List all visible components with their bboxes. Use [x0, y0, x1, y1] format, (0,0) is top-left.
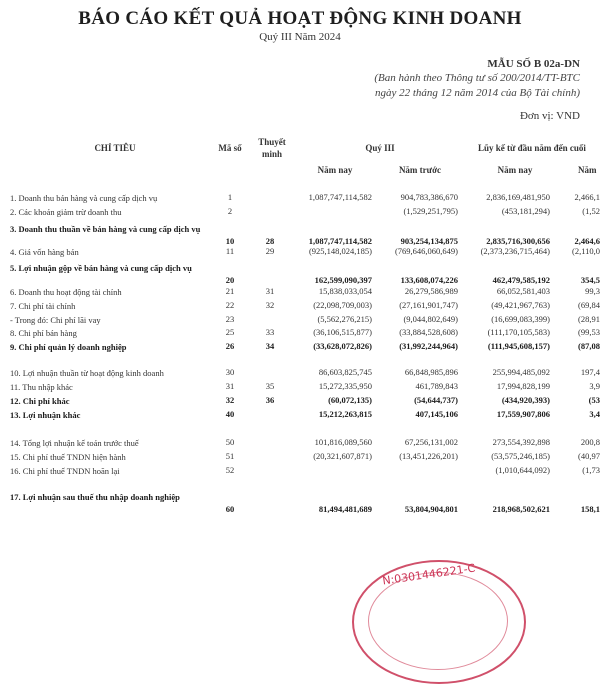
value-quarter-last-year: 53,804,904,801 [405, 504, 458, 514]
table-row [0, 437, 600, 451]
value-quarter-this-year: 1,087,747,114,582 [309, 236, 372, 246]
value-ytd-last-year: 99,3 [585, 286, 600, 296]
value-ytd-this-year: 66,052,581,403 [497, 286, 550, 296]
value-quarter-this-year: 86,603,825,745 [319, 367, 372, 377]
row-note: 33 [255, 327, 285, 337]
row-code: 40 [215, 409, 245, 419]
row-label: 15. Chi phí thuế TNDN hiện hành [10, 451, 220, 464]
col-header-ytd-last-year: Năm [578, 165, 597, 175]
table-row [0, 381, 600, 395]
row-label: 8. Chi phí bán hàng [10, 327, 220, 340]
row-note: 28 [255, 236, 285, 246]
col-header-item: CHỈ TIÊU [60, 143, 170, 153]
table-row [0, 300, 600, 314]
row-code: 20 [215, 275, 245, 285]
table-row [0, 246, 600, 260]
value-ytd-last-year: (1,52 [582, 206, 600, 216]
table-row [0, 395, 600, 409]
value-ytd-this-year: 17,559,907,806 [497, 409, 550, 419]
row-code: 52 [215, 465, 245, 475]
value-ytd-this-year: 2,836,169,481,950 [486, 192, 550, 202]
row-code: 60 [215, 504, 245, 514]
value-ytd-last-year: (40,97 [578, 451, 600, 461]
value-quarter-this-year: 81,494,481,689 [319, 504, 372, 514]
table-row [0, 262, 600, 276]
col-header-quarter: Quý III [330, 143, 430, 153]
row-label: 12. Chi phí khác [10, 395, 220, 408]
value-quarter-this-year: (22,098,709,003) [313, 300, 372, 310]
row-code: 1 [215, 192, 245, 202]
row-label: 9. Chi phí quản lý doanh nghiệp [10, 341, 220, 354]
value-ytd-this-year: (1,010,644,092) [495, 465, 550, 475]
value-ytd-this-year: (53,575,246,185) [491, 451, 550, 461]
col-header-ytd-this-year: Năm nay [480, 165, 550, 175]
row-code: 31 [215, 381, 245, 391]
row-label: 3. Doanh thu thuần về bán hàng và cung cấp dịch vụ [10, 223, 220, 236]
value-quarter-last-year: (54,644,737) [414, 395, 458, 405]
row-label: 17. Lợi nhuận sau thuế thu nhập doanh nghiệp [10, 491, 220, 504]
value-ytd-this-year: 218,968,502,621 [493, 504, 550, 514]
row-code: 51 [215, 451, 245, 461]
value-ytd-this-year: (453,181,294) [502, 206, 550, 216]
table-row [0, 286, 600, 300]
value-ytd-last-year: (69,84 [578, 300, 600, 310]
col-header-code: Mã số [210, 143, 250, 153]
table-row [0, 314, 600, 328]
value-quarter-this-year: 101,816,089,560 [315, 437, 372, 447]
value-quarter-this-year: (60,072,135) [328, 395, 372, 405]
value-ytd-last-year: (99,53 [578, 327, 600, 337]
value-quarter-last-year: 903,254,134,875 [401, 236, 458, 246]
row-label: 7. Chi phí tài chính [10, 300, 220, 313]
value-ytd-this-year: 462,479,585,192 [493, 275, 550, 285]
value-ytd-last-year: (87,08 [578, 341, 600, 351]
col-header-note: Thuyết minh [255, 136, 289, 160]
row-label: 5. Lợi nhuận gộp về bán hàng và cung cấp dịch vụ [10, 262, 220, 275]
row-label: 1. Doanh thu bán hàng và cung cấp dịch vụ [10, 192, 220, 205]
table-row [0, 192, 600, 206]
row-note: 29 [255, 246, 285, 256]
value-ytd-last-year: 3,9 [589, 381, 600, 391]
value-quarter-last-year: (31,992,244,964) [399, 341, 458, 351]
value-ytd-this-year: (2,373,236,715,464) [481, 246, 550, 256]
row-code: 50 [215, 437, 245, 447]
row-code: 23 [215, 314, 245, 324]
value-ytd-this-year: (49,421,967,763) [491, 300, 550, 310]
value-quarter-this-year: 162,599,090,397 [315, 275, 372, 285]
table-row [0, 206, 600, 220]
seal-text: N:0301446221-C [382, 562, 476, 588]
value-ytd-this-year: 17,994,828,199 [497, 381, 550, 391]
value-ytd-last-year: (28,91 [578, 314, 600, 324]
row-label: 10. Lợi nhuận thuần từ hoạt động kinh doanh [10, 367, 220, 380]
row-label: - Trong đó: Chi phí lãi vay [10, 314, 220, 327]
row-label: 11. Thu nhập khác [10, 381, 220, 394]
value-ytd-this-year: (16,699,083,399) [491, 314, 550, 324]
row-code: 25 [215, 327, 245, 337]
value-ytd-last-year: 197,4 [581, 367, 600, 377]
row-code: 21 [215, 286, 245, 296]
row-label: 16. Chi phí thuế TNDN hoãn lại [10, 465, 220, 478]
value-quarter-this-year: 1,087,747,114,582 [309, 192, 372, 202]
row-note: 35 [255, 381, 285, 391]
value-ytd-last-year: 158,1 [581, 504, 600, 514]
value-quarter-this-year: (925,148,024,185) [309, 246, 372, 256]
value-quarter-last-year: (769,646,060,649) [395, 246, 458, 256]
row-code: 30 [215, 367, 245, 377]
row-label: 14. Tổng lợi nhuận kế toán trước thuế [10, 437, 220, 450]
value-ytd-last-year: (2,110,0 [572, 246, 600, 256]
value-quarter-last-year: 133,608,074,226 [401, 275, 458, 285]
value-quarter-last-year: 66,848,985,896 [405, 367, 458, 377]
value-quarter-last-year: 904,783,386,670 [401, 192, 458, 202]
row-note: 31 [255, 286, 285, 296]
currency-unit: Đơn vị: VND [520, 110, 580, 122]
row-code: 26 [215, 341, 245, 351]
value-quarter-this-year: (5,562,276,215) [317, 314, 372, 324]
value-quarter-last-year: 461,789,843 [416, 381, 459, 391]
value-quarter-this-year: 15,838,033,054 [319, 286, 372, 296]
issued-note-line1: (Ban hành theo Thông tư số 200/2014/TT-BTC [374, 72, 580, 84]
table-row [0, 451, 600, 465]
value-ytd-last-year: 200,8 [581, 437, 600, 447]
col-header-q-this-year: Năm nay [300, 165, 370, 175]
value-quarter-this-year: 15,272,335,950 [319, 381, 372, 391]
table-row [0, 327, 600, 341]
value-quarter-last-year: (1,529,251,795) [403, 206, 458, 216]
company-seal [352, 560, 526, 684]
value-ytd-this-year: (111,945,608,157) [488, 341, 550, 351]
value-quarter-this-year: (36,106,515,877) [313, 327, 372, 337]
issued-note-line2: ngày 22 tháng 12 năm 2014 của Bộ Tài chính) [375, 87, 580, 99]
value-ytd-this-year: 2,835,716,300,656 [486, 236, 550, 246]
value-quarter-this-year: (20,321,607,871) [313, 451, 372, 461]
value-ytd-last-year: 2,466,1 [575, 192, 600, 202]
table-row [0, 491, 600, 505]
table-row [0, 465, 600, 479]
row-note: 36 [255, 395, 285, 405]
row-label: 13. Lợi nhuận khác [10, 409, 220, 422]
value-quarter-last-year: 67,256,131,002 [405, 437, 458, 447]
value-ytd-this-year: (434,920,393) [502, 395, 550, 405]
row-note: 34 [255, 341, 285, 351]
value-quarter-this-year: (33,628,072,826) [313, 341, 372, 351]
value-ytd-this-year: 273,554,392,898 [493, 437, 550, 447]
value-quarter-last-year: (27,161,901,747) [399, 300, 458, 310]
value-ytd-last-year: 354,5 [581, 275, 600, 285]
row-code: 32 [215, 395, 245, 405]
col-header-ytd: Lũy kế từ đầu năm đến cuối [478, 143, 600, 153]
table-row [0, 341, 600, 355]
form-number: MẪU SỐ B 02a-DN [487, 58, 580, 70]
value-quarter-last-year: 26,279,586,989 [405, 286, 458, 296]
report-title: BÁO CÁO KẾT QUẢ HOẠT ĐỘNG KINH DOANH [0, 8, 600, 30]
row-code: 2 [215, 206, 245, 216]
value-ytd-last-year: 2,464,6 [575, 236, 600, 246]
value-ytd-last-year: 3,4 [589, 409, 600, 419]
row-code: 11 [215, 246, 245, 256]
value-ytd-this-year: 255,994,485,092 [493, 367, 550, 377]
row-label: 2. Các khoản giảm trừ doanh thu [10, 206, 220, 219]
row-code: 22 [215, 300, 245, 310]
value-ytd-this-year: (111,170,105,583) [488, 327, 550, 337]
report-period: Quý III Năm 2024 [0, 31, 600, 43]
value-quarter-last-year: 407,145,106 [416, 409, 459, 419]
value-quarter-this-year: 15,212,263,815 [319, 409, 372, 419]
table-row [0, 367, 600, 381]
value-quarter-last-year: (13,451,226,201) [399, 451, 458, 461]
row-note: 32 [255, 300, 285, 310]
table-row [0, 409, 600, 423]
row-code: 10 [215, 236, 245, 246]
col-header-q-last-year: Năm trước [385, 165, 455, 175]
row-label: 6. Doanh thu hoạt động tài chính [10, 286, 220, 299]
value-ytd-last-year: (53 [589, 395, 600, 405]
row-label: 4. Giá vốn hàng bán [10, 246, 220, 259]
table-row [0, 223, 600, 237]
value-quarter-last-year: (33,884,528,608) [399, 327, 458, 337]
value-ytd-last-year: (1,73 [582, 465, 600, 475]
value-quarter-last-year: (9,044,802,649) [403, 314, 458, 324]
